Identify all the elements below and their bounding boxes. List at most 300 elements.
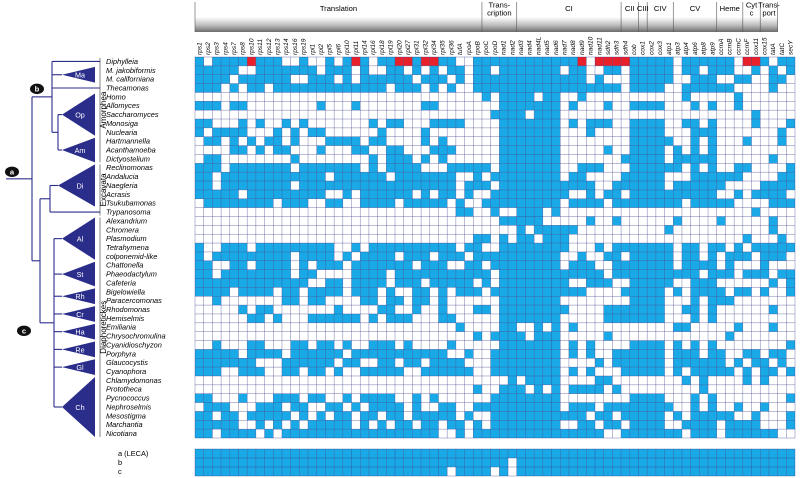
gene-cell-present	[638, 163, 647, 172]
gene-cell-present	[238, 287, 247, 296]
ancestor-cell	[682, 449, 691, 458]
ancestor-cell	[421, 458, 430, 467]
gene-cell-present	[552, 403, 561, 412]
gene-cell-present	[230, 57, 239, 66]
gene-cell-present	[778, 137, 787, 146]
gene-cell-present	[256, 287, 265, 296]
gene-cell-present	[334, 349, 343, 358]
gene-cell-present	[569, 75, 578, 84]
gene-cell-present	[499, 110, 508, 119]
gene-cell-present	[499, 305, 508, 314]
gene-cell-present	[647, 128, 656, 137]
ancestor-cell	[230, 449, 239, 458]
gene-cell-present	[656, 57, 665, 66]
gene-cell-present	[656, 190, 665, 199]
ancestor-cell	[665, 467, 674, 476]
ancestor-cell	[325, 467, 334, 476]
gene-cell-present	[525, 252, 534, 261]
gene-cell-present	[386, 154, 395, 163]
gene-cell-present	[604, 332, 613, 341]
gene-cell-present	[569, 57, 578, 66]
gene-cell-present	[656, 287, 665, 296]
gene-cell-present	[725, 420, 734, 429]
gene-cell-present	[499, 287, 508, 296]
gene-cell-present	[499, 172, 508, 181]
gene-cell-present	[360, 411, 369, 420]
gene-cell-present	[708, 403, 717, 412]
gene-cell-present	[552, 208, 561, 217]
gene-cell-present	[743, 287, 752, 296]
gene-cell-present	[438, 411, 447, 420]
gene-cell-present	[499, 119, 508, 128]
gene-cell-present	[195, 420, 204, 429]
gene-cell-present	[778, 199, 787, 208]
gene-cell-present	[421, 349, 430, 358]
gene-cell-present	[612, 216, 621, 225]
gene-cell-present	[378, 190, 387, 199]
gene-cell-present	[725, 84, 734, 93]
ancestor-cell	[595, 449, 604, 458]
gene-cell-present	[378, 270, 387, 279]
gene-cell-highlight	[352, 57, 361, 66]
gene-cell-present	[334, 199, 343, 208]
gene-cell-present	[230, 163, 239, 172]
ancestor-cell	[752, 467, 761, 476]
ancestor-cell	[438, 449, 447, 458]
gene-cell-present	[517, 358, 526, 367]
gene-cell-present	[447, 172, 456, 181]
gene-cell-present	[717, 172, 726, 181]
ancestor-cell	[473, 449, 482, 458]
species-label: Cyanophora	[106, 367, 147, 377]
gene-cell-present	[343, 66, 352, 75]
gene-cell-present	[195, 287, 204, 296]
gene-cell-present	[212, 296, 221, 305]
gene-cell-present	[717, 358, 726, 367]
gene-cell-present	[673, 287, 682, 296]
ancestor-cell	[456, 467, 465, 476]
gene-cell-present	[604, 411, 613, 420]
gene-cell-present	[656, 172, 665, 181]
gene-cell-present	[769, 190, 778, 199]
ancestor-cell	[760, 449, 769, 458]
gene-cell-present	[195, 394, 204, 403]
gene-cell-present	[656, 84, 665, 93]
gene-cell-present	[508, 84, 517, 93]
ancestor-cell	[552, 458, 561, 467]
gene-cell-present	[212, 75, 221, 84]
ancestor-cell	[308, 449, 317, 458]
gene-cell-present	[499, 252, 508, 261]
gene-cell-present	[578, 84, 587, 93]
ancestor-cell	[299, 467, 308, 476]
gene-cell-present	[282, 429, 291, 438]
gene-cell-present	[378, 75, 387, 84]
gene-cell-present	[699, 358, 708, 367]
gene-cell-present	[656, 358, 665, 367]
gene-cell-present	[212, 358, 221, 367]
gene-cell-present	[508, 66, 517, 75]
gene-cell-present	[691, 429, 700, 438]
gene-cell-present	[308, 296, 317, 305]
gene-cell-present	[325, 314, 334, 323]
gene-cell-present	[665, 75, 674, 84]
gene-cell-present	[630, 411, 639, 420]
gene-cell-present	[334, 420, 343, 429]
gene-cell-present	[247, 287, 256, 296]
gene-cell-present	[360, 199, 369, 208]
gene-cell-present	[473, 172, 482, 181]
gene-cell-present	[204, 181, 213, 190]
gene-cell-present	[691, 243, 700, 252]
gene-cell-present	[273, 128, 282, 137]
gene-cell-present	[317, 341, 326, 350]
gene-cell-present	[595, 411, 604, 420]
gene-cell-present	[534, 420, 543, 429]
gene-cell-present	[325, 279, 334, 288]
gene-cell-present	[473, 429, 482, 438]
gene-cell-present	[473, 261, 482, 270]
gene-cell-present	[647, 243, 656, 252]
gene-cell-present	[499, 137, 508, 146]
gene-cell-present	[221, 190, 230, 199]
ancestor-cell	[534, 467, 543, 476]
gene-cell-present	[717, 84, 726, 93]
gene-cell-present	[543, 376, 552, 385]
gene-cell-present	[630, 349, 639, 358]
category-bar	[621, 17, 638, 32]
gene-cell-present	[630, 146, 639, 155]
gene-cell-present	[204, 75, 213, 84]
ancestor-cell	[456, 458, 465, 467]
gene-cell-present	[569, 385, 578, 394]
ancestor-cell	[317, 449, 326, 458]
gene-cell-present	[630, 128, 639, 137]
gene-cell-present	[360, 429, 369, 438]
ancestor-cell	[386, 449, 395, 458]
gene-cell-present	[508, 420, 517, 429]
gene-cell-present	[604, 119, 613, 128]
gene-cell-present	[212, 154, 221, 163]
gene-cell-present	[265, 270, 274, 279]
gene-cell-present	[552, 349, 561, 358]
gene-cell-present	[204, 154, 213, 163]
gene-cell-present	[499, 163, 508, 172]
category-bar	[647, 17, 673, 32]
gene-cell-present	[552, 110, 561, 119]
gene-cell-present	[682, 252, 691, 261]
gene-cell-present	[543, 190, 552, 199]
gene-cell-present	[534, 225, 543, 234]
gene-cell-present	[491, 349, 500, 358]
gene-cell-present	[465, 367, 474, 376]
gene-cell-present	[256, 252, 265, 261]
gene-cell-present	[734, 243, 743, 252]
gene-cell-present	[291, 128, 300, 137]
gene-cell-highlight	[743, 57, 752, 66]
gene-cell-present	[204, 367, 213, 376]
gene-cell-present	[221, 172, 230, 181]
gene-cell-present	[560, 225, 569, 234]
gene-cell-present	[673, 270, 682, 279]
gene-cell-present	[438, 296, 447, 305]
gene-cell-present	[369, 243, 378, 252]
gene-cell-present	[534, 128, 543, 137]
gene-cell-present	[212, 163, 221, 172]
gene-name-row	[196, 36, 794, 55]
gene-cell-present	[438, 252, 447, 261]
gene-cell-present	[282, 66, 291, 75]
gene-cell-present	[238, 57, 247, 66]
gene-cell-present	[212, 279, 221, 288]
gene-cell-present	[499, 403, 508, 412]
gene-cell-present	[360, 146, 369, 155]
gene-cell-present	[299, 341, 308, 350]
gene-cell-present	[534, 146, 543, 155]
gene-cell-present	[586, 119, 595, 128]
gene-cell-present	[647, 358, 656, 367]
gene-cell-present	[769, 252, 778, 261]
gene-cell-present	[273, 270, 282, 279]
gene-cell-present	[273, 420, 282, 429]
gene-cell-present	[578, 385, 587, 394]
gene-cell-present	[412, 181, 421, 190]
ancestor-cell	[395, 458, 404, 467]
gene-cell-present	[552, 243, 561, 252]
gene-cell-present	[230, 270, 239, 279]
gene-cell-present	[238, 181, 247, 190]
gene-cell-present	[482, 199, 491, 208]
gene-cell-present	[586, 367, 595, 376]
ancestor-cell	[247, 449, 256, 458]
gene-cell-present	[578, 287, 587, 296]
gene-cell-present	[578, 199, 587, 208]
gene-cell-present	[656, 429, 665, 438]
gene-cell-present	[195, 119, 204, 128]
category-bar	[743, 17, 760, 32]
gene-cell-present	[273, 172, 282, 181]
gene-cell-present	[743, 234, 752, 243]
gene-cell-present	[421, 270, 430, 279]
gene-cell-present	[238, 128, 247, 137]
gene-cell-present	[647, 181, 656, 190]
gene-cell-present	[604, 84, 613, 93]
gene-cell-present	[534, 314, 543, 323]
gene-cell-present	[769, 225, 778, 234]
gene-cell-present	[691, 154, 700, 163]
gene-cell-present	[369, 341, 378, 350]
gene-cell-present	[430, 394, 439, 403]
gene-cell-present	[499, 146, 508, 155]
gene-cell-present	[630, 420, 639, 429]
gene-cell-present	[395, 146, 404, 155]
gene-cell-present	[386, 394, 395, 403]
gene-cell-present	[534, 110, 543, 119]
gene-cell-present	[517, 216, 526, 225]
gene-cell-present	[552, 323, 561, 332]
gene-cell-present	[247, 429, 256, 438]
gene-cell-present	[265, 243, 274, 252]
ancestor-cell	[308, 467, 317, 476]
gene-cell-present	[630, 75, 639, 84]
gene-cell-present	[560, 287, 569, 296]
gene-cell-present	[265, 252, 274, 261]
gene-cell-present	[299, 358, 308, 367]
gene-cell-present	[386, 243, 395, 252]
gene-cell-present	[656, 305, 665, 314]
gene-cell-present	[699, 199, 708, 208]
gene-cell-present	[586, 403, 595, 412]
gene-cell-present	[578, 403, 587, 412]
gene-cell-present	[682, 270, 691, 279]
gene-cell-present	[369, 190, 378, 199]
ancestor-cell	[334, 449, 343, 458]
gene-cell-present	[230, 349, 239, 358]
gene-cell-present	[673, 154, 682, 163]
gene-cell-present	[569, 270, 578, 279]
gene-cell-present	[412, 66, 421, 75]
gene-cell-present	[482, 163, 491, 172]
gene-cell-present	[352, 101, 361, 110]
gene-cell-present	[273, 190, 282, 199]
ancestor-cell	[395, 467, 404, 476]
ancestor-cell	[473, 458, 482, 467]
gene-cell-present	[247, 411, 256, 420]
gene-cell-present	[378, 84, 387, 93]
gene-cell-present	[499, 411, 508, 420]
gene-cell-present	[308, 252, 317, 261]
gene-cell-present	[734, 323, 743, 332]
gene-cell-present	[534, 411, 543, 420]
gene-cell-present	[786, 341, 795, 350]
gene-cell-present	[560, 234, 569, 243]
gene-cell-present	[473, 163, 482, 172]
ancestor-cell	[656, 467, 665, 476]
ancestor-cell	[204, 467, 213, 476]
gene-cell-present	[638, 199, 647, 208]
species-label: Hartmannella	[106, 136, 150, 146]
gene-cell-present	[273, 403, 282, 412]
gene-cell-present	[473, 252, 482, 261]
gene-cell-present	[630, 252, 639, 261]
gene-cell-present	[543, 163, 552, 172]
gene-cell-present	[682, 376, 691, 385]
gene-cell-present	[647, 84, 656, 93]
gene-cell-highlight	[395, 57, 404, 66]
gene-cell-present	[621, 349, 630, 358]
gene-cell-present	[291, 349, 300, 358]
category-bar	[638, 17, 647, 32]
gene-cell-present	[282, 367, 291, 376]
gene-cell-present	[621, 314, 630, 323]
gene-cell-present	[360, 261, 369, 270]
gene-cell-present	[656, 101, 665, 110]
ancestor-label: c	[118, 467, 122, 477]
gene-cell-present	[221, 279, 230, 288]
gene-cell-present	[552, 420, 561, 429]
gene-cell-present	[691, 119, 700, 128]
ancestor-cell	[212, 449, 221, 458]
gene-cell-present	[317, 367, 326, 376]
gene-cell-present	[308, 190, 317, 199]
gene-cell-present	[499, 57, 508, 66]
gene-cell-present	[673, 163, 682, 172]
species-label: Acanthamoeba	[106, 145, 156, 155]
gene-cell-present	[673, 367, 682, 376]
gene-cell-present	[508, 341, 517, 350]
ancestor-cell	[291, 467, 300, 476]
gene-cell-present	[656, 154, 665, 163]
gene-cell-present	[786, 367, 795, 376]
species-label: Emiliania	[106, 322, 136, 332]
gene-cell-present	[552, 358, 561, 367]
gene-cell-present	[543, 270, 552, 279]
gene-cell-present	[717, 243, 726, 252]
gene-cell-present	[395, 403, 404, 412]
gene-cell-present	[525, 163, 534, 172]
gene-cell-present	[682, 84, 691, 93]
gene-cell-present	[691, 163, 700, 172]
gene-cell-present	[291, 172, 300, 181]
ancestor-cell	[482, 458, 491, 467]
gene-cell-present	[708, 172, 717, 181]
gene-cell-present	[438, 314, 447, 323]
gene-cell-present	[195, 243, 204, 252]
gene-label: rpl36	[448, 40, 456, 55]
gene-cell-present	[682, 261, 691, 270]
ancestor-cell	[282, 449, 291, 458]
gene-cell-present	[395, 84, 404, 93]
gene-cell-present	[638, 349, 647, 358]
gene-cell-present	[630, 394, 639, 403]
gene-cell-present	[465, 190, 474, 199]
gene-cell-present	[395, 429, 404, 438]
gene-cell-present	[508, 137, 517, 146]
gene-cell-present	[291, 154, 300, 163]
species-label: Tetrahymena	[106, 242, 149, 252]
gene-cell-present	[256, 367, 265, 376]
gene-cell-present	[534, 332, 543, 341]
gene-cell-present	[743, 349, 752, 358]
gene-cell-present	[517, 305, 526, 314]
species-label: Thecamonas	[106, 83, 149, 93]
gene-cell-present	[386, 57, 395, 66]
gene-cell-present	[586, 128, 595, 137]
ancestor-label: b	[118, 458, 123, 468]
gene-cell-present	[334, 287, 343, 296]
gene-cell-present	[525, 57, 534, 66]
gene-cell-present	[352, 146, 361, 155]
gene-cell-present	[630, 172, 639, 181]
gene-cell-present	[699, 190, 708, 199]
ancestor-cell	[638, 458, 647, 467]
gene-cell-present	[238, 279, 247, 288]
gene-cell-present	[717, 411, 726, 420]
gene-cell-present	[430, 146, 439, 155]
gene-cell-present	[769, 367, 778, 376]
gene-cell-present	[517, 66, 526, 75]
gene-cell-present	[656, 420, 665, 429]
supergroup-label: Amorphea	[99, 91, 108, 129]
gene-cell-present	[195, 101, 204, 110]
gene-cell-present	[665, 243, 674, 252]
gene-cell-present	[508, 216, 517, 225]
ancestor-cell	[612, 449, 621, 458]
gene-cell-present	[491, 199, 500, 208]
ancestor-cell	[673, 458, 682, 467]
gene-cell-present	[352, 172, 361, 181]
gene-cell-present	[456, 199, 465, 208]
